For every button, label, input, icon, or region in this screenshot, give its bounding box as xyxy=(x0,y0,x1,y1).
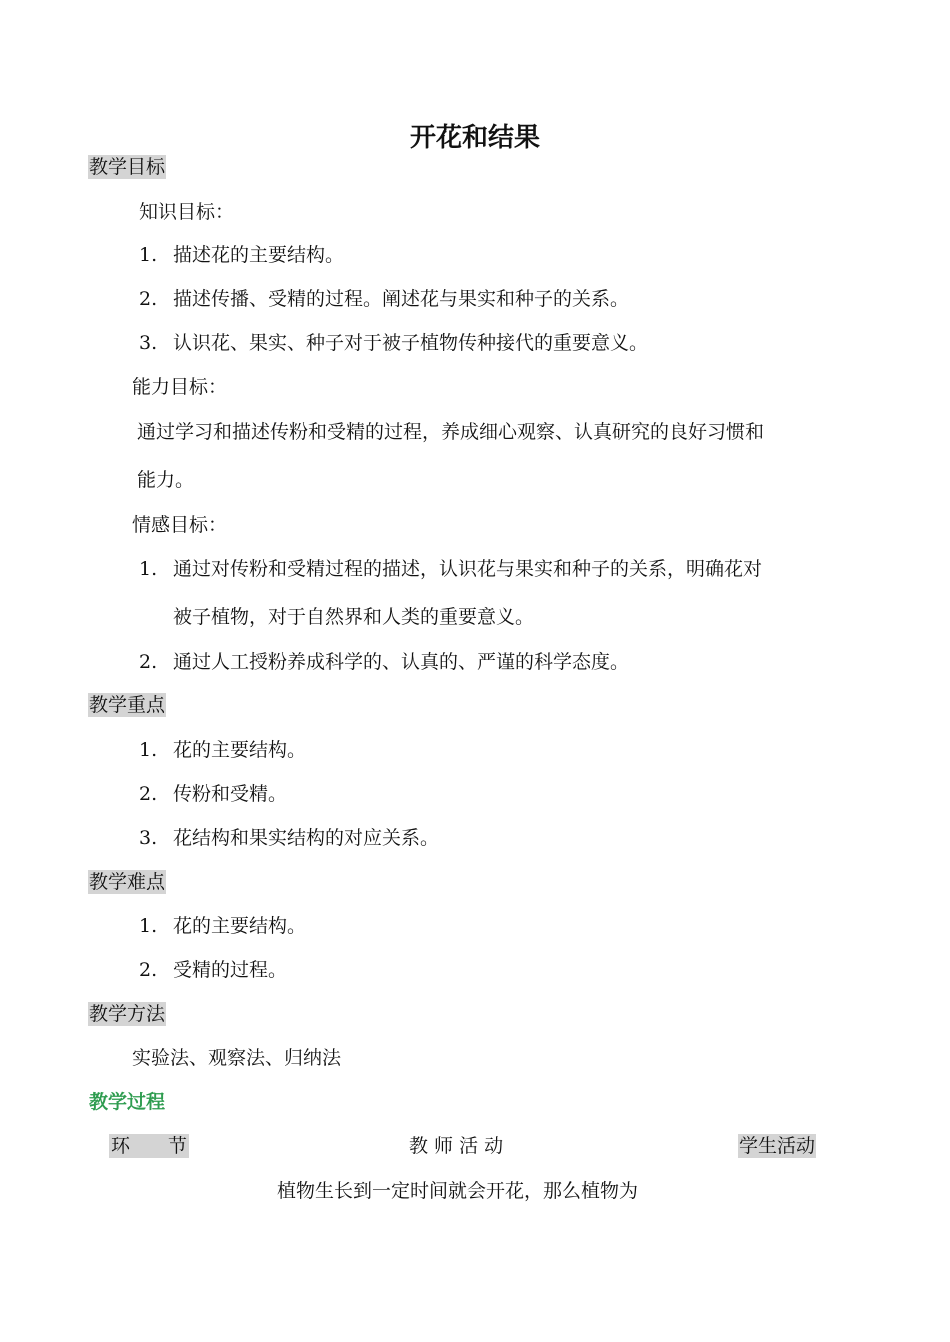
list-text: 花的主要结构。 xyxy=(173,915,307,937)
list-text: 描述传播、受精的过程。阐述花与果实和种子的关系。 xyxy=(173,288,630,310)
page-title: 开花和结果 xyxy=(409,123,540,153)
column-header-student: 学生活动 xyxy=(739,1135,816,1157)
section-heading-objectives: 教学目标 xyxy=(89,156,166,178)
knowledge-objectives-label: 知识目标： xyxy=(139,201,235,223)
list-text: 受精的过程。 xyxy=(173,959,288,981)
list-text: 通过对传粉和受精过程的描述，认识花与果实和种子的关系，明确花对 xyxy=(173,558,763,580)
list-text: 花结构和果实结构的对应关系。 xyxy=(173,827,440,849)
list-item xyxy=(139,738,306,762)
section-heading-process: 教学过程 xyxy=(89,1091,166,1113)
list-item xyxy=(139,287,629,311)
teacher-activity-text: 植物生长到一定时间就会开花，那么植物为 xyxy=(277,1180,639,1202)
list-item xyxy=(139,650,629,674)
list-number: 2. xyxy=(139,651,158,673)
ability-text-line1: 通过学习和描述传粉和受精的过程，养成细心观察、认真研究的良好习惯和 xyxy=(137,421,765,443)
emotion-objectives-label: 情感目标： xyxy=(132,514,228,536)
section-heading-key-points: 教学重点 xyxy=(89,694,166,716)
list-number: 1. xyxy=(139,915,158,937)
list-number: 1. xyxy=(139,244,158,266)
list-number: 3. xyxy=(139,827,158,849)
list-text: 描述花的主要结构。 xyxy=(173,244,345,266)
list-item-continuation: 被子植物，对于自然界和人类的重要意义。 xyxy=(173,606,535,628)
list-number: 3. xyxy=(139,332,158,354)
list-text: 认识花、果实、种子对于被子植物传种接代的重要意义。 xyxy=(173,332,649,354)
list-text: 传粉和受精。 xyxy=(173,783,288,805)
list-number: 1. xyxy=(139,558,158,580)
list-text: 花的主要结构。 xyxy=(173,739,307,761)
list-item xyxy=(139,914,306,938)
ability-objectives-label: 能力目标： xyxy=(132,376,228,398)
list-text: 通过人工授粉养成科学的、认真的、严谨的科学态度。 xyxy=(173,651,630,673)
column-header-stage: 环 节 xyxy=(111,1135,188,1157)
list-number: 2. xyxy=(139,959,158,981)
list-item xyxy=(139,243,344,267)
section-heading-methods: 教学方法 xyxy=(89,1003,166,1025)
column-header-teacher: 教 师 活 动 xyxy=(409,1135,504,1157)
methods-text: 实验法、观察法、归纳法 xyxy=(132,1047,342,1069)
list-item xyxy=(139,782,287,806)
list-number: 1. xyxy=(139,739,158,761)
list-item xyxy=(139,958,287,982)
list-item xyxy=(139,826,439,850)
list-item xyxy=(139,331,648,355)
section-heading-difficulties: 教学难点 xyxy=(89,871,166,893)
list-item xyxy=(139,557,762,581)
list-number: 2. xyxy=(139,783,158,805)
list-number: 2. xyxy=(139,288,158,310)
ability-text-line2: 能力。 xyxy=(137,469,195,491)
